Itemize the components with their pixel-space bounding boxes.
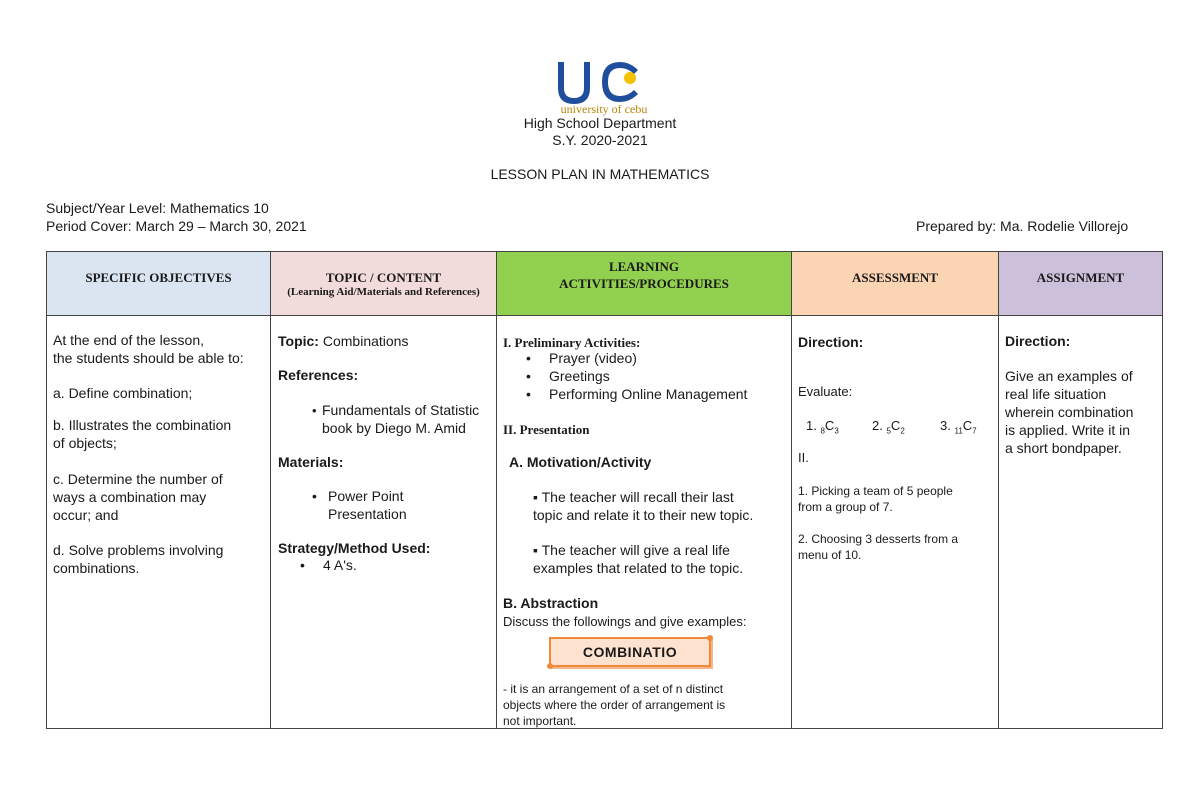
definition-text: - it is an arrangement of a set of n distinct [503,682,724,696]
activities-cell [497,316,792,729]
abstraction-label: B. Abstraction [503,595,599,611]
header-topic: TOPIC / CONTENT (Learning Aid/Materials and References) [271,252,497,316]
bullet-icon: • [300,557,305,573]
objective-c: ways a combination may [53,489,207,505]
presentation-label: II. Presentation [503,422,590,437]
bullet-icon: • [526,350,531,366]
assignment-text: Give an examples of [1005,368,1133,384]
objective-c: occur; and [53,507,119,523]
topic-label: Topic: [278,333,319,349]
preliminary-label: I. Preliminary Activities: [503,335,641,350]
motivation-item: topic and relate it to their new topic. [533,507,754,523]
bullet-icon: • [526,386,531,402]
preliminary-item: Greetings [549,368,610,384]
abstraction-text: Discuss the followings and give examples: [503,614,747,629]
problem-2: menu of 10. [798,548,862,562]
objective-c: c. Determine the number of [53,471,223,487]
header-assignment: ASSIGNMENT [999,252,1163,316]
uc-logo-icon [548,56,660,116]
topic-value: Combinations [322,333,409,349]
definition-text: not important. [503,714,577,728]
reference-item: book by Diego M. Amid [322,420,466,436]
svg-text:university of cebu: university of cebu [560,102,648,116]
combination-banner: COMBINATIO [549,637,711,667]
header-assessment: ASSESSMENT [792,252,999,316]
period-cover: Period Cover: March 29 – March 30, 2021 [46,218,307,234]
assignment-text: is applied. Write it in [1005,422,1131,438]
references-label: References: [278,367,359,383]
bullet-icon: • [312,403,317,418]
section-ii-label: II. [798,450,809,465]
problem-1: from a group of 7. [798,500,893,514]
reference-item: Fundamentals of Statistic [322,402,480,418]
problem-1: 1. Picking a team of 5 people [798,484,953,498]
objective-a: a. Define combination; [53,385,193,401]
problem-2: 2. Choosing 3 desserts from a [798,532,959,546]
definition-text: objects where the order of arrangement is [503,698,726,712]
preliminary-item: Performing Online Management [549,386,748,402]
school-year: S.Y. 2020-2021 [552,132,648,148]
assignment-text: a short bondpaper. [1005,440,1122,456]
table-body-row [47,316,1163,729]
objectives-intro: At the end of the lesson, [53,332,204,348]
material-item: Power Point [328,488,404,504]
objective-b: b. Illustrates the combination [53,417,232,433]
objective-d: d. Solve problems involving [53,542,224,558]
motivation-item: examples that related to the topic. [533,560,744,576]
preliminary-item: Prayer (video) [549,350,637,366]
objective-b: of objects; [53,435,117,451]
header-objectives: SPECIFIC OBJECTIVES [47,252,271,316]
bullet-icon: • [312,488,317,504]
prepared-by: Prepared by: Ma. Rodelie Villorejo [916,218,1129,234]
lesson-plan-table [46,251,1163,729]
header-activities: LEARNING ACTIVITIES/PROCEDURES [497,252,792,316]
evaluate-item-3: 3. $_{11}C_7$ [940,418,977,436]
evaluate-label: Evaluate: [798,384,853,399]
objective-d: combinations. [53,560,140,576]
university-logo [548,56,660,116]
assignment-cell [999,316,1163,729]
motivation-item: ▪ The teacher will recall their last [533,489,734,505]
page-title: LESSON PLAN IN MATHEMATICS [490,166,710,182]
assessment-direction-label: Direction: [798,334,864,350]
topic-cell [271,316,497,729]
subject-year-level: Subject/Year Level: Mathematics 10 [46,200,269,216]
materials-label: Materials: [278,454,344,470]
strategy-label: Strategy/Method Used: [278,540,431,556]
bullet-icon: • [526,368,531,384]
strategy-item: 4 A's. [323,557,357,573]
objectives-cell [47,316,271,729]
material-item: Presentation [328,506,407,522]
table-header-row [47,252,1163,316]
department-name: High School Department [523,115,677,131]
assignment-text: real life situation [1005,386,1107,402]
assignment-text: wherein combination [1005,404,1134,420]
assessment-cell [792,316,999,729]
motivation-label: A. Motivation/Activity [509,454,652,470]
evaluate-item-2: 2. $_5C_2$ [872,418,905,436]
evaluate-item-1: 1. $_8C_3$ [806,418,839,436]
motivation-item: ▪ The teacher will give a real life [533,542,730,558]
objectives-intro: the students should be able to: [53,350,244,366]
assignment-direction-label: Direction: [1005,333,1071,349]
